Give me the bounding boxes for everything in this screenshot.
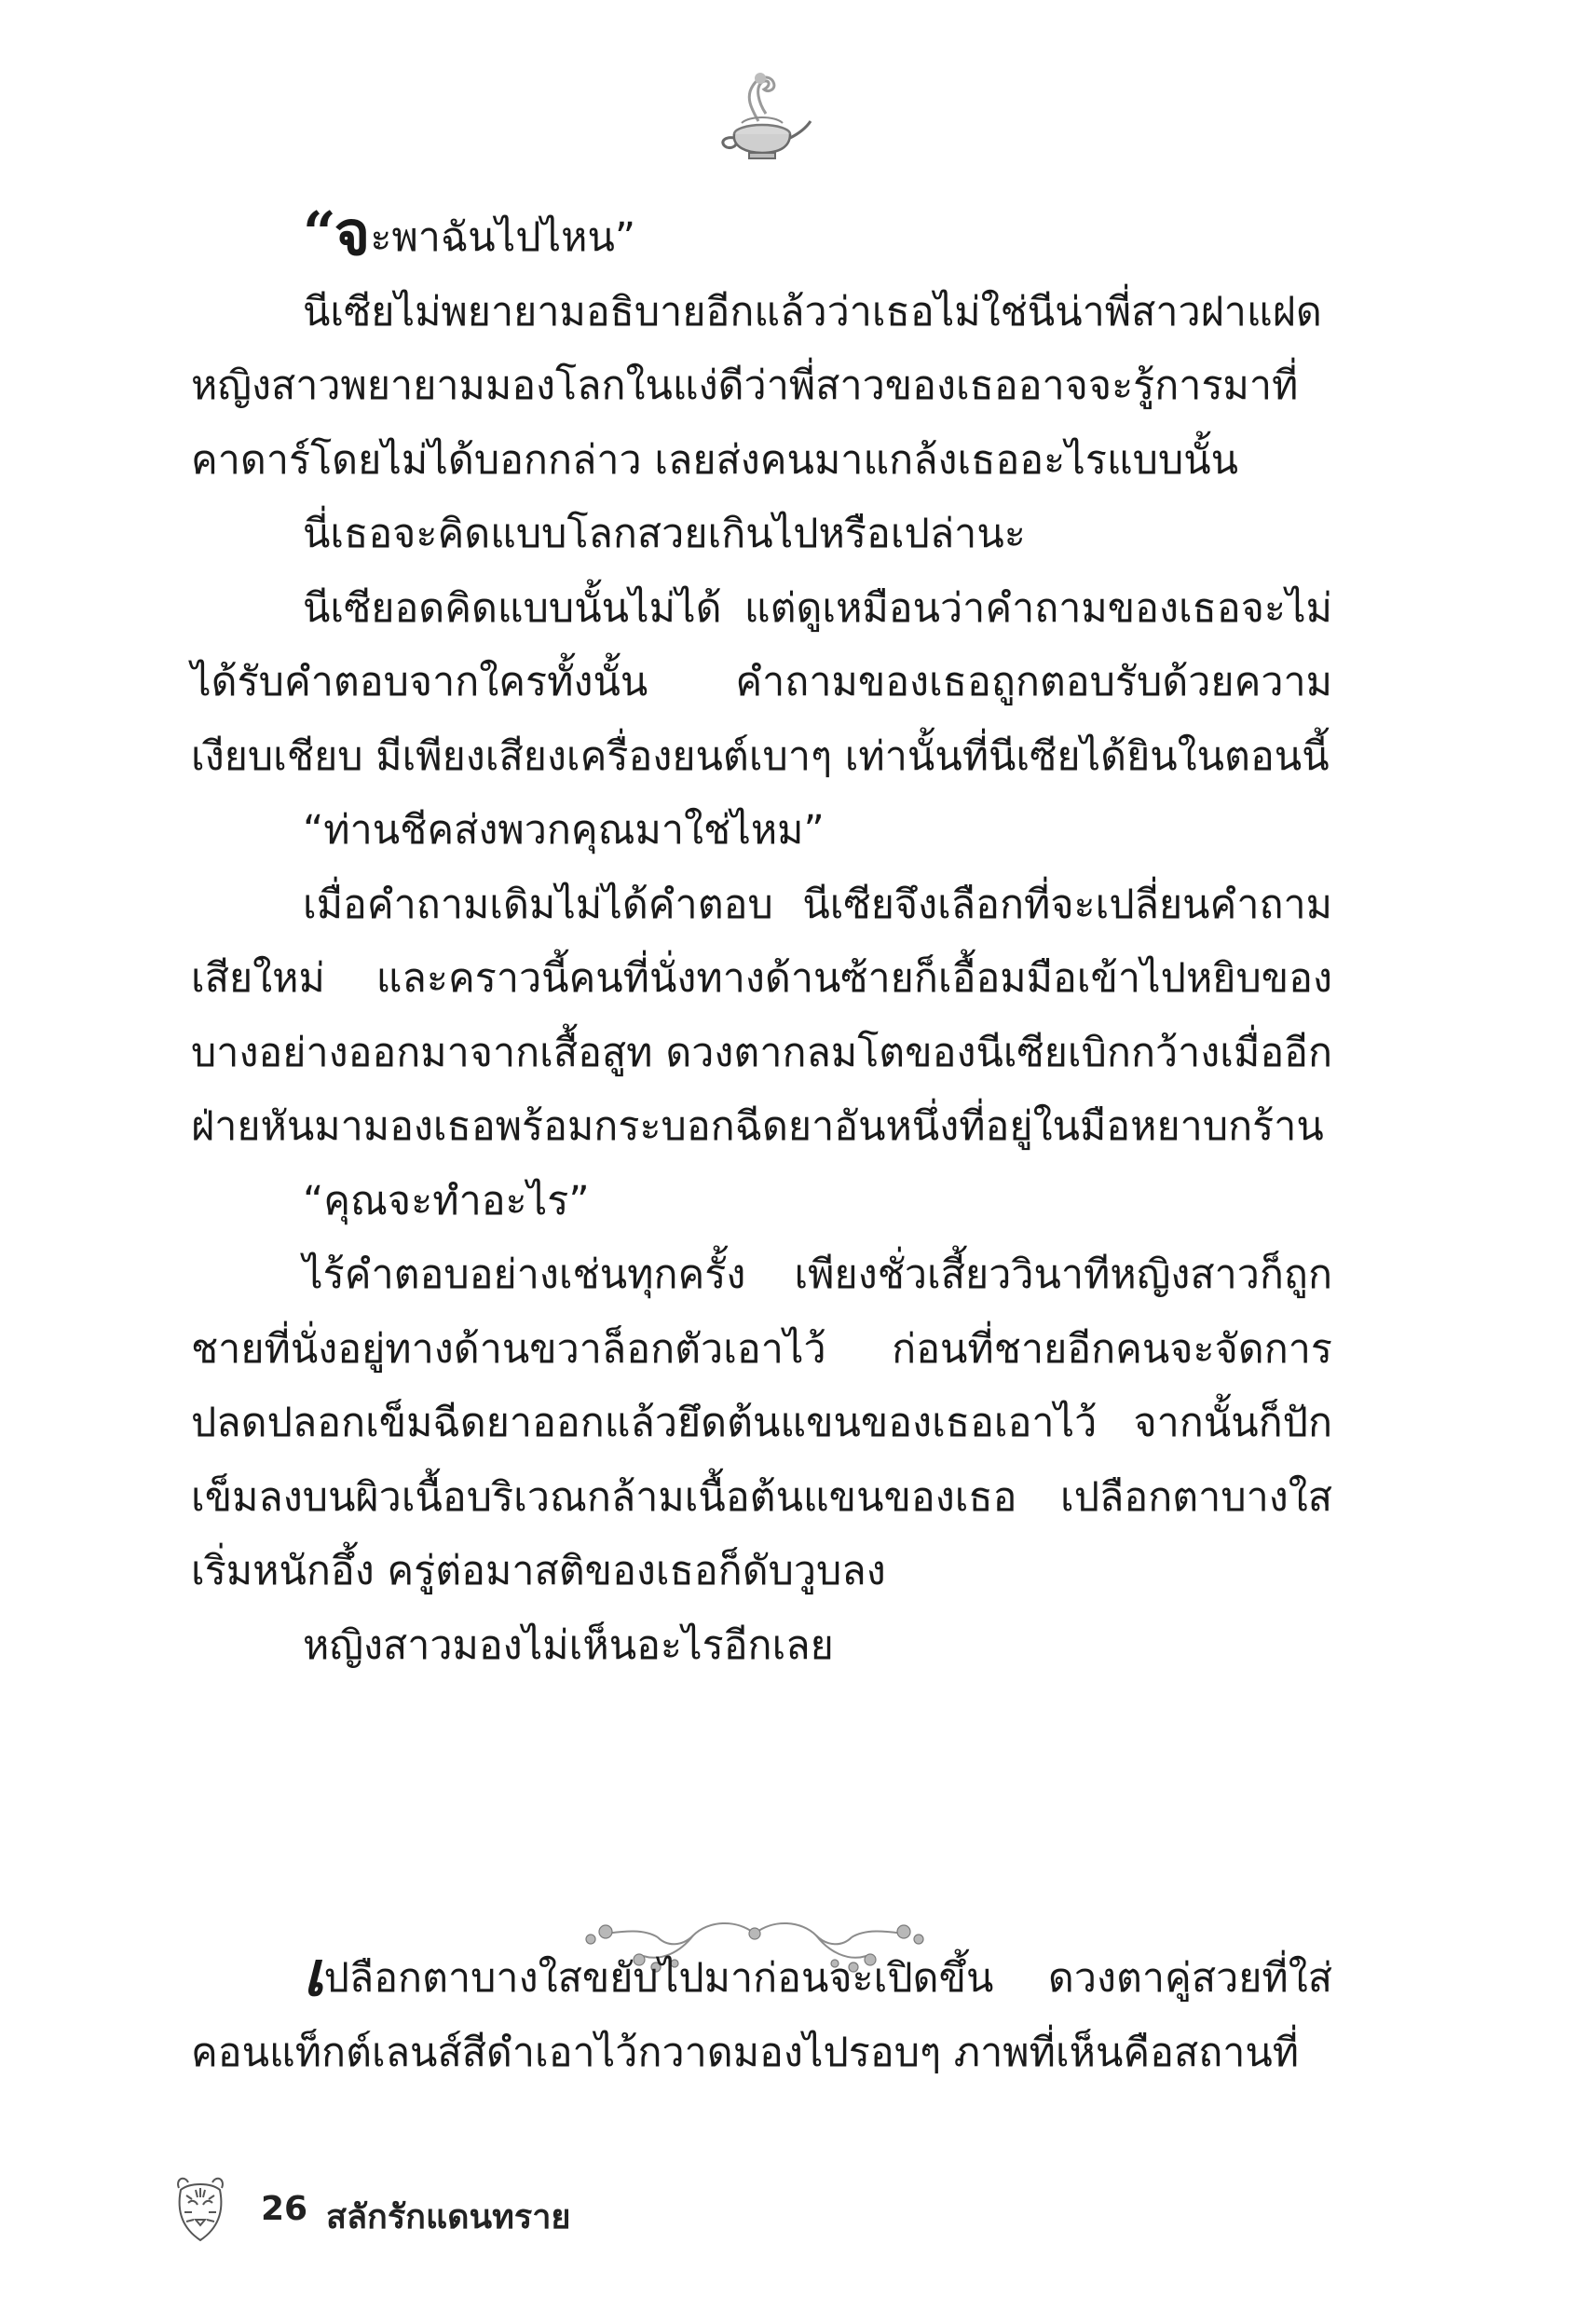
opening-text: ปลือกตาบางใสขยับไปมาก่อนจะเปิดขึ้น ดวงตาคู่สวยที่ใส่คอนแท็กต์เลนส์สีดำเอาไว้กวาดมองไปรอบๆ ภาพที่เห็นคือสถานที่ bbox=[191, 1955, 1332, 2076]
paragraph: หญิงสาวมองไม่เห็นอะไรอีกเลย bbox=[303, 1621, 834, 1669]
paragraph: “คุณจะทำอะไร” bbox=[303, 1177, 590, 1224]
paragraph-opening bbox=[191, 196, 1332, 276]
chapter-text-section-1 bbox=[191, 196, 1332, 1683]
tiger-head-icon bbox=[168, 2171, 233, 2246]
page-footer bbox=[168, 2171, 820, 2255]
paragraph: “ท่านชีคส่งพวกคุณมาใช่ไหม” bbox=[303, 807, 825, 854]
paragraph: นีเซียอดคิดแบบนั้นไม่ได้ แต่ดูเหมือนว่าคำถามของเธอจะไม่ได้รับคำตอบจากใครทั้งนั้น คำถามของเธอถูกตอบรับด้วยความเงียบเชียบ มีเพียงเสียงเครื่องยนต์เบาๆ เท่านั้นที่นีเซียได้ยินในตอนนี้ bbox=[191, 584, 1332, 780]
opening-dialogue: ะพาฉันไปไหน” bbox=[370, 214, 636, 261]
dropcap-quote: “ bbox=[303, 198, 334, 267]
paragraph: ไร้คำตอบอย่างเช่นทุกครั้ง เพียงชั่วเสี้ยววินาทีหญิงสาวก็ถูกชายที่นั่งอยู่ทางด้านขวาล็อกตัวเอาไว้ ก่อนที่ชายอีกคนจะจัดการปลดปลอกเข็มฉีดยาออกแล้วยึดต้นแขนของเธอเอาไว้ จากนั้นก็ปักเข็มลงบนผิวเนื้อบริเวณกล้ามเนื้อต้นแขนของเธอ เปลือกตาบางใสเริ่มหนักอึ้ง ครู่ต่อมาสติของเธอก็ดับวูบลง bbox=[191, 1251, 1332, 1594]
dropcap-letter: จ bbox=[334, 198, 371, 269]
magic-lamp-icon bbox=[704, 65, 816, 168]
paragraph: เมื่อคำถามเดิมไม่ได้คำตอบ นีเซียจึงเลือกที่จะเปลี่ยนคำถามเสียใหม่ และคราวนี้คนที่นั่งทางด้านซ้ายก็เอื้อมมือเข้าไปหยิบของบางอย่างออกมาจากเสื้อสูท ดวงตากลมโตของนีเซียเบิกกว้างเมื่ออีกฝ่ายหันมามองเธอพร้อมกระบอกฉีดยาอันหนึ่งที่อยู่ในมือหยาบกร้าน bbox=[191, 881, 1332, 1150]
paragraph-opening bbox=[191, 1937, 1332, 2090]
page-number: 26 bbox=[261, 2190, 308, 2228]
chapter-text-section-2 bbox=[191, 1937, 1332, 2090]
book-title: สลักรักแดนทราย bbox=[326, 2198, 571, 2236]
dropcap-letter: เ bbox=[303, 1937, 324, 2010]
paragraph: นีเซียไม่พยายามอธิบายอีกแล้วว่าเธอไม่ใช่นีน่าพี่สาวฝาแฝด หญิงสาวพยายามมองโลกในแง่ดีว่าพี่สาวของเธออาจจะรู้การมาที่คาดาร์โดยไม่ได้บอกกล่าว เลยส่งคนมาแกล้งเธออะไรแบบนั้น bbox=[191, 288, 1322, 484]
paragraph: นี่เธอจะคิดแบบโลกสวยเกินไปหรือเปล่านะ bbox=[303, 511, 1026, 557]
